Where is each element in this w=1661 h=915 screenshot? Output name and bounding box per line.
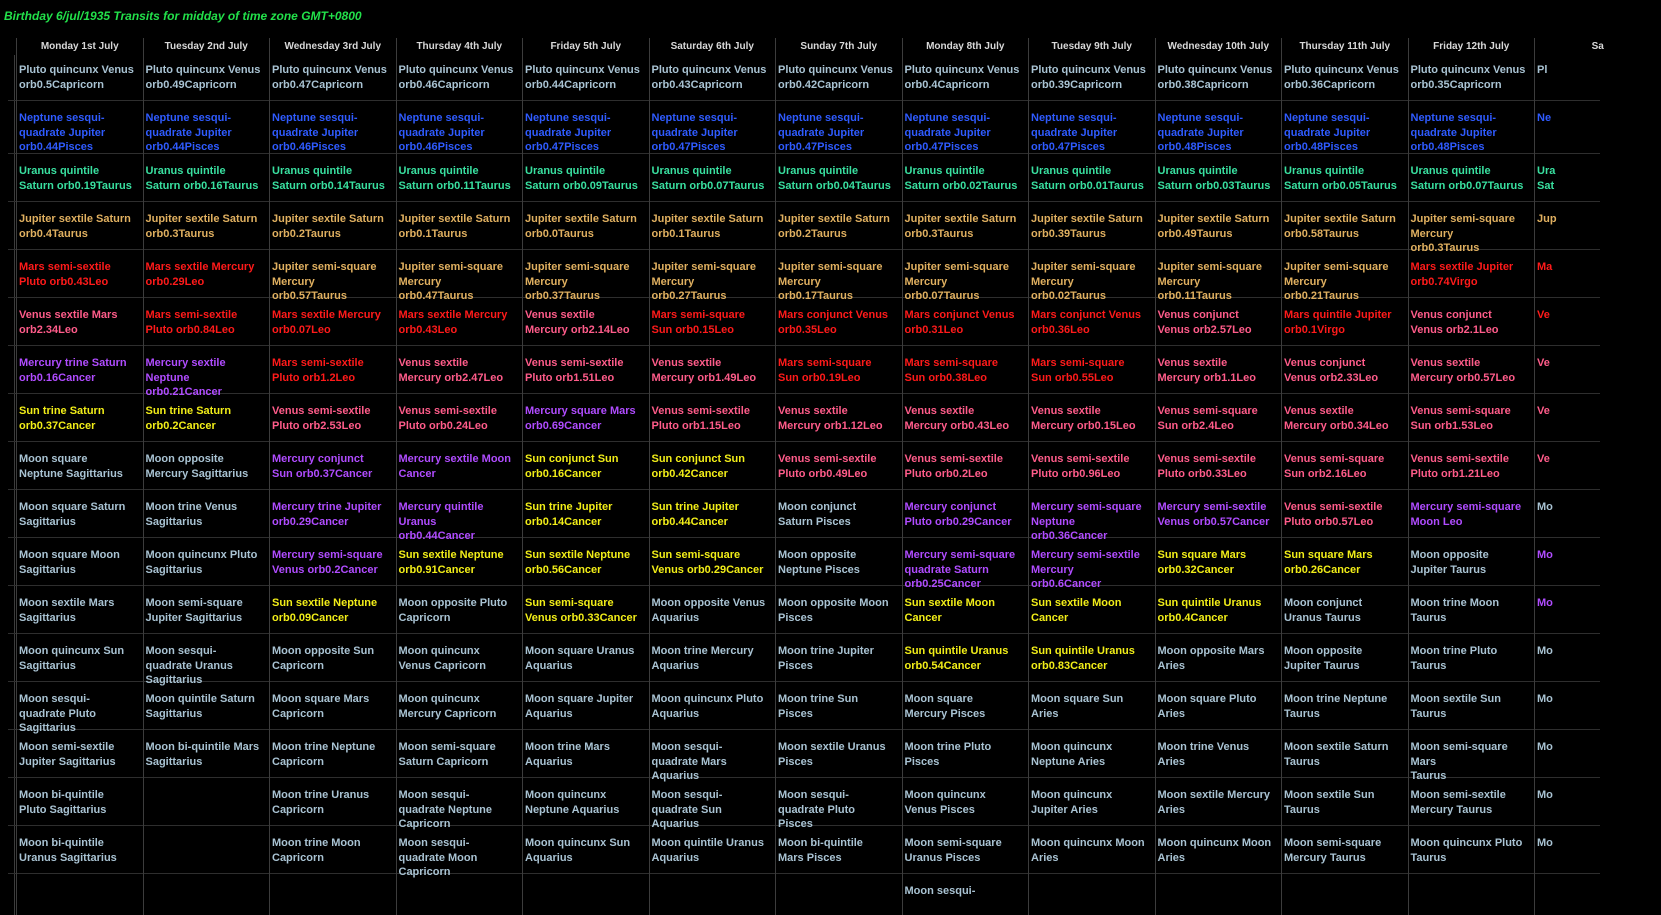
transit-cell: Moon sesqui- quadrate Pluto Sagittarius <box>19 693 97 734</box>
transit-cell: Moon trine Moon Capricorn <box>272 837 361 864</box>
transit-cell: Pluto quincunx Venus orb0.44Capricorn <box>525 64 640 91</box>
transit-cell: Venus semi-sextile Pluto orb0.33Leo <box>1157 453 1256 480</box>
transit-cell: Sun semi-square Venus orb0.29Cancer <box>651 549 764 576</box>
transit-cell: Moon sextile Mars Sagittarius <box>19 597 115 624</box>
transit-cell: Moon sesqui- quadrate Sun Aquarius <box>651 789 723 830</box>
transit-cell: Moon trine Neptune Taurus <box>1284 693 1388 720</box>
transit-cell: Jupiter sextile Saturn orb0.3Taurus <box>904 213 1017 240</box>
transit-cell: Pluto quincunx Venus orb0.39Capricorn <box>1031 64 1146 91</box>
day-header: Wednesday 3rd July <box>269 38 396 55</box>
transit-cell: Moon semi-square Uranus Pisces <box>904 837 1002 864</box>
transit-cell: Moon sextile Mercury Aries <box>1157 789 1270 816</box>
transit-cell: Moon sextile Saturn Taurus <box>1284 741 1389 768</box>
transit-cell: Moon square Neptune Sagittarius <box>19 453 123 480</box>
transit-cell: Sun quintile Uranus orb0.4Cancer <box>1157 597 1262 624</box>
transit-cell: Venus sextile Mercury orb0.57Leo <box>1410 357 1516 384</box>
transit-cell: Moon opposite Moon Pisces <box>778 597 889 624</box>
transit-cell: Venus conjunct Venus orb2.33Leo <box>1284 357 1379 384</box>
transit-cell: Mars semi-sextile Pluto orb0.43Leo <box>19 261 111 288</box>
day-column <box>16 55 143 915</box>
transit-cell: Moon trine Mercury Aquarius <box>651 645 754 672</box>
transit-cell: Moon quincunx Sun Aquarius <box>525 837 631 864</box>
day-header: Friday 5th July <box>522 38 649 55</box>
transit-cell: Ne <box>1537 112 1552 124</box>
transit-cell: Moon semi-square Jupiter Sagittarius <box>145 597 243 624</box>
transit-cell: Moon bi-quintile Mars Sagittarius <box>145 741 260 768</box>
transit-cell: Mo <box>1537 597 1553 609</box>
transit-cell: Mercury semi-square Neptune orb0.36Cancer <box>1031 501 1142 542</box>
transit-cell: Ura Sat <box>1537 165 1556 192</box>
transit-cell: Mars conjunct Venus orb0.35Leo <box>778 309 889 336</box>
transit-cell: Moon quincunx Sun Sagittarius <box>19 645 125 672</box>
transit-cell: Jupiter semi-square Mercury orb0.21Taurus <box>1284 261 1389 302</box>
transit-cell: Mars sextile Mercury orb0.29Leo <box>145 261 255 288</box>
transit-cell: Moon opposite Pluto Capricorn <box>398 597 508 624</box>
transit-cell: Jupiter semi-square Mercury orb0.27Taurus <box>651 261 757 302</box>
transit-cell: Sun trine Saturn orb0.2Cancer <box>145 405 232 432</box>
transit-cell: Mars sextile Mercury orb0.07Leo <box>272 309 381 336</box>
transit-cell: Moon square Mars Capricorn <box>272 693 370 720</box>
page-title: Birthday 6/jul/1935 Transits for midday of time zone GMT+0800 <box>4 9 362 23</box>
transit-cell: Mars semi-square Sun orb0.55Leo <box>1031 357 1125 384</box>
transit-cell: Mars quintile Jupiter orb0.1Virgo <box>1284 309 1392 336</box>
transit-cell: Jupiter sextile Saturn orb0.3Taurus <box>145 213 258 240</box>
transit-cell: Mercury trine Jupiter orb0.29Cancer <box>272 501 382 528</box>
transit-cell: Moon quincunx Venus Capricorn <box>398 645 486 672</box>
transit-cell: Venus sextile Mercury orb1.12Leo <box>778 405 883 432</box>
day-column <box>1534 55 1661 915</box>
transit-cell: Mercury quintile Uranus orb0.44Cancer <box>398 501 484 542</box>
transit-cell: Uranus quintile Saturn orb0.16Taurus <box>145 165 259 192</box>
transit-cell: Moon opposite Sun Capricorn <box>272 645 375 672</box>
transit-cell: Sun sextile Moon Cancer <box>1031 597 1122 624</box>
transit-cell: Sun square Mars orb0.32Cancer <box>1157 549 1247 576</box>
transit-cell: Moon trine Mars Aquarius <box>525 741 610 768</box>
transit-cell: Pluto quincunx Venus orb0.5Capricorn <box>19 64 134 91</box>
transit-cell: Venus semi-sextile Pluto orb0.2Leo <box>904 453 1003 480</box>
transit-cell: Mo <box>1537 693 1553 705</box>
transit-cell: Sun sextile Moon Cancer <box>904 597 995 624</box>
transit-cell: Uranus quintile Saturn orb0.11Taurus <box>398 165 511 192</box>
transit-cell: Neptune sesqui- quadrate Jupiter orb0.47Pisces <box>525 112 612 153</box>
transit-cell: Moon trine Moon Taurus <box>1410 597 1500 624</box>
transit-cell: Moon trine Jupiter Pisces <box>778 645 874 672</box>
transit-cell: Moon sesqui- quadrate Neptune Capricorn <box>398 789 493 830</box>
transit-cell: Neptune sesqui- quadrate Jupiter orb0.44Pisces <box>145 112 232 153</box>
transit-cell: Moon quintile Uranus Aquarius <box>651 837 764 864</box>
transit-cell: Moon sextile Sun Taurus <box>1410 693 1501 720</box>
transit-cell: Moon opposite Mercury Sagittarius <box>145 453 249 480</box>
transit-cell: Moon quincunx Pluto Taurus <box>1410 837 1523 864</box>
day-header: Monday 8th July <box>902 38 1029 55</box>
transit-cell: Uranus quintile Saturn orb0.03Taurus <box>1157 165 1271 192</box>
transit-cell: Mars sextile Jupiter orb0.74Virgo <box>1410 261 1514 288</box>
transit-cell: Jup <box>1537 213 1557 225</box>
transit-cell: Moon opposite Jupiter Taurus <box>1410 549 1489 576</box>
transit-cell: Venus sextile Mercury orb0.43Leo <box>904 405 1010 432</box>
transit-cell: Sun sextile Neptune orb0.09Cancer <box>272 597 378 624</box>
day-header: Thursday 4th July <box>396 38 523 55</box>
transit-cell: Pl <box>1537 64 1548 76</box>
day-header: Tuesday 9th July <box>1028 38 1155 55</box>
transit-cell: Pluto quincunx Venus orb0.43Capricorn <box>651 64 767 91</box>
transit-cell: Venus semi-square Sun orb2.4Leo <box>1157 405 1258 432</box>
transit-cell: Pluto quincunx Venus orb0.4Capricorn <box>904 64 1020 91</box>
transit-cell: Moon sextile Uranus Pisces <box>778 741 886 768</box>
day-column <box>649 55 776 915</box>
transit-cell: Moon opposite Neptune Pisces <box>778 549 860 576</box>
transit-cell: Venus sextile Mars orb2.34Leo <box>19 309 118 336</box>
transit-grid <box>8 38 1604 900</box>
day-header: Tuesday 2nd July <box>143 38 270 55</box>
transit-cell: Mercury semi-sextile Venus orb0.57Cancer <box>1157 501 1270 528</box>
transit-cell: Moon quincunx Pluto Aquarius <box>651 693 764 720</box>
transit-cell: Moon trine Venus Aries <box>1157 741 1250 768</box>
transit-cell: Moon trine Neptune Capricorn <box>272 741 376 768</box>
day-header: Sa <box>1534 38 1661 55</box>
transit-cell: Mercury semi-square Moon Leo <box>1410 501 1522 528</box>
day-column <box>1281 55 1408 915</box>
transit-cell: Mercury semi-square quadrate Saturn orb0.25Cancer <box>904 549 1016 590</box>
transit-cell: Venus sextile Mercury orb0.15Leo <box>1031 405 1136 432</box>
transit-cell: Moon quincunx Neptune Aries <box>1031 741 1113 768</box>
transit-cell: Venus sextile Mercury orb1.49Leo <box>651 357 757 384</box>
transit-cell: Uranus quintile Saturn orb0.07Taurus <box>1410 165 1524 192</box>
transit-cell: Mercury semi-sextile Mercury orb0.6Cancer <box>1031 549 1140 590</box>
transit-cell: Mars sextile Mercury orb0.43Leo <box>398 309 508 336</box>
transit-cell: Mo <box>1537 501 1553 513</box>
transit-cell: Sun trine Saturn orb0.37Cancer <box>19 405 105 432</box>
transit-cell: Neptune sesqui- quadrate Jupiter orb0.47Pisces <box>778 112 865 153</box>
transit-cell: Mars semi-square Sun orb0.38Leo <box>904 357 999 384</box>
transit-cell: Venus semi-sextile Pluto orb2.53Leo <box>272 405 371 432</box>
transit-cell: Moon quincunx Moon Aries <box>1031 837 1145 864</box>
day-header: Wednesday 10th July <box>1155 38 1282 55</box>
transit-cell: Jupiter sextile Saturn orb0.2Taurus <box>272 213 384 240</box>
day-header: Sunday 7th July <box>775 38 902 55</box>
transit-cell: Neptune sesqui- quadrate Jupiter orb0.46Pisces <box>398 112 485 153</box>
transit-cell: Pluto quincunx Venus orb0.38Capricorn <box>1157 64 1273 91</box>
transit-cell: Uranus quintile Saturn orb0.07Taurus <box>651 165 765 192</box>
transit-cell: Jupiter semi-square Mercury orb0.02Taurus <box>1031 261 1136 302</box>
transit-cell: Venus semi-sextile Pluto orb1.21Leo <box>1410 453 1509 480</box>
transit-cell: Jupiter semi-square Mercury orb0.07Taurus <box>904 261 1010 302</box>
transit-cell: Uranus quintile Saturn orb0.01Taurus <box>1031 165 1144 192</box>
transit-cell: Neptune sesqui- quadrate Jupiter orb0.48Pisces <box>1284 112 1371 153</box>
transit-cell: Sun conjunct Sun orb0.42Cancer <box>651 453 745 480</box>
transit-cell: Venus semi-square Sun orb1.53Leo <box>1410 405 1511 432</box>
transit-cell: Neptune sesqui- quadrate Jupiter orb0.48Pisces <box>1157 112 1244 153</box>
transit-cell: Venus sextile Mercury orb1.1Leo <box>1157 357 1256 384</box>
transit-cell: Moon quintile Saturn Sagittarius <box>145 693 255 720</box>
transit-cell: Moon quincunx Neptune Aquarius <box>525 789 620 816</box>
transit-cell: Sun conjunct Sun orb0.16Cancer <box>525 453 619 480</box>
transit-cell: Venus semi-square Sun orb2.16Leo <box>1284 453 1385 480</box>
transit-cell: Venus conjunct Venus orb2.1Leo <box>1410 309 1499 336</box>
transit-cell: Pluto quincunx Venus orb0.35Capricorn <box>1410 64 1526 91</box>
transit-cell: Ve <box>1537 357 1550 369</box>
transit-cell: Mercury sextile Neptune orb0.21Cancer <box>145 357 226 398</box>
transit-cell: Moon trine Pluto Taurus <box>1410 645 1498 672</box>
transit-cell: Moon quincunx Venus Pisces <box>904 789 986 816</box>
transit-cell: Venus semi-sextile Pluto orb1.51Leo <box>525 357 624 384</box>
transit-cell: Mo <box>1537 789 1553 801</box>
day-column <box>902 55 1029 915</box>
transit-cell: Moon square Moon Sagittarius <box>19 549 120 576</box>
transit-cell: Uranus quintile Saturn orb0.09Taurus <box>525 165 638 192</box>
day-column <box>396 55 523 915</box>
transit-cell: Pluto quincunx Venus orb0.47Capricorn <box>272 64 387 91</box>
transit-cell: Ve <box>1537 453 1550 465</box>
transit-cell: Uranus quintile Saturn orb0.14Taurus <box>272 165 385 192</box>
day-column <box>1028 55 1155 915</box>
transit-cell: Uranus quintile Saturn orb0.19Taurus <box>19 165 132 192</box>
transit-cell: Jupiter sextile Saturn orb0.0Taurus <box>525 213 637 240</box>
transit-cell: Mars conjunct Venus orb0.31Leo <box>904 309 1015 336</box>
transit-cell: Moon conjunct Saturn Pisces <box>778 501 857 528</box>
transit-cell: Sun square Mars orb0.26Cancer <box>1284 549 1373 576</box>
transit-cell: Neptune sesqui- quadrate Jupiter orb0.47Pisces <box>651 112 738 153</box>
transit-cell: Neptune sesqui- quadrate Jupiter orb0.48Pisces <box>1410 112 1497 153</box>
transit-cell: Moon quincunx Jupiter Aries <box>1031 789 1113 816</box>
transit-cell: Moon conjunct Uranus Taurus <box>1284 597 1363 624</box>
day-column <box>1155 55 1282 915</box>
day-column <box>522 55 649 915</box>
transit-cell: Mercury conjunct Pluto orb0.29Cancer <box>904 501 1012 528</box>
transit-cell: Moon semi-square Mars Taurus <box>1410 741 1508 782</box>
transit-cell: Moon quincunx Moon Aries <box>1157 837 1272 864</box>
day-header: Saturday 6th July <box>649 38 776 55</box>
transit-cell: Moon semi-square Saturn Capricorn <box>398 741 496 768</box>
day-header: Monday 1st July <box>16 38 143 55</box>
transit-cell: Neptune sesqui- quadrate Jupiter orb0.47Pisces <box>904 112 991 153</box>
transit-cell: Moon square Saturn Sagittarius <box>19 501 126 528</box>
transit-cell: Moon trine Sun Pisces <box>778 693 859 720</box>
transit-cell: Jupiter sextile Saturn orb0.49Taurus <box>1157 213 1270 240</box>
day-column <box>143 55 270 915</box>
transit-cell: Moon bi-quintile Pluto Sagittarius <box>19 789 107 816</box>
transit-cell: Moon opposite Jupiter Taurus <box>1284 645 1363 672</box>
transit-cell: Neptune sesqui- quadrate Jupiter orb0.46Pisces <box>272 112 359 153</box>
transit-cell: Moon sesqui- quadrate Uranus Sagittarius <box>145 645 233 686</box>
transit-cell: Mars semi-square Sun orb0.15Leo <box>651 309 746 336</box>
transit-cell: Moon square Uranus Aquarius <box>525 645 635 672</box>
transit-cell: Moon quincunx Mercury Capricorn <box>398 693 497 720</box>
transit-cell: Moon sesqui- quadrate Moon Capricorn <box>398 837 478 878</box>
day-header: Friday 12th July <box>1408 38 1535 55</box>
transit-cell: Venus semi-sextile Pluto orb0.96Leo <box>1031 453 1130 480</box>
transit-cell: Sun quintile Uranus orb0.54Cancer <box>904 645 1009 672</box>
transit-cell: Pluto quincunx Venus orb0.46Capricorn <box>398 64 514 91</box>
transit-cell: Moon opposite Venus Aquarius <box>651 597 766 624</box>
day-column <box>775 55 902 915</box>
transit-cell: Venus sextile Mercury orb0.34Leo <box>1284 405 1389 432</box>
transit-cell: Ve <box>1537 405 1550 417</box>
transit-cell: Moon square Mercury Pisces <box>904 693 986 720</box>
day-column <box>269 55 396 915</box>
transit-cell: Pluto quincunx Venus orb0.36Capricorn <box>1284 64 1399 91</box>
transit-cell: Mars semi-square Sun orb0.19Leo <box>778 357 872 384</box>
transit-cell: Venus semi-sextile Pluto orb1.15Leo <box>651 405 750 432</box>
transit-cell: Jupiter semi-square Mercury orb0.37Taurus <box>525 261 630 302</box>
transit-cell: Venus semi-sextile Pluto orb0.24Leo <box>398 405 497 432</box>
transit-cell: Jupiter semi-square Mercury orb0.47Taurus <box>398 261 504 302</box>
transit-cell: Moon bi-quintile Mars Pisces <box>778 837 863 864</box>
day-header: Thursday 11th July <box>1281 38 1408 55</box>
transit-cell: Jupiter sextile Saturn orb0.1Taurus <box>651 213 764 240</box>
transit-cell: Moon sesqui- quadrate Pluto Pisces <box>778 789 856 830</box>
transit-cell: Moon opposite Mars Aries <box>1157 645 1265 672</box>
transit-cell: Venus sextile Mercury orb2.47Leo <box>398 357 504 384</box>
transit-cell: Mercury sextile Moon Cancer <box>398 453 511 480</box>
transit-cell: Mercury trine Saturn orb0.16Cancer <box>19 357 127 384</box>
transit-cell: Moon semi-square Mercury Taurus <box>1284 837 1382 864</box>
transit-cell: Sun sextile Neptune orb0.56Cancer <box>525 549 631 576</box>
transit-cell: Mars semi-sextile Pluto orb0.84Leo <box>145 309 238 336</box>
transit-cell: Jupiter sextile Saturn orb0.1Taurus <box>398 213 511 240</box>
transit-cell: Pluto quincunx Venus orb0.49Capricorn <box>145 64 261 91</box>
transit-cell: Moon semi-sextile Jupiter Sagittarius <box>19 741 116 768</box>
transit-cell: Sun trine Jupiter orb0.44Cancer <box>651 501 739 528</box>
transit-cell: Moon trine Pluto Pisces <box>904 741 992 768</box>
transit-cell: Moon trine Uranus Capricorn <box>272 789 370 816</box>
transit-cell: Ve <box>1537 309 1550 321</box>
transit-cell: Mo <box>1537 549 1553 561</box>
transit-cell: Venus conjunct Venus orb2.57Leo <box>1157 309 1252 336</box>
transit-cell: Mo <box>1537 837 1553 849</box>
transit-cell: Jupiter semi-square Mercury orb0.11Taurus <box>1157 261 1263 302</box>
transit-cell: Mercury square Mars orb0.69Cancer <box>525 405 636 432</box>
transit-cell: Neptune sesqui- quadrate Jupiter orb0.47Pisces <box>1031 112 1118 153</box>
transit-cell: Sun semi-square Venus orb0.33Cancer <box>525 597 637 624</box>
transit-cell: Mercury semi-square Venus orb0.2Cancer <box>272 549 383 576</box>
transit-cell: Moon semi-sextile Mercury Taurus <box>1410 789 1506 816</box>
transit-cell: Pluto quincunx Venus orb0.42Capricorn <box>778 64 893 91</box>
transit-cell: Ma <box>1537 261 1553 273</box>
transit-cell: Neptune sesqui- quadrate Jupiter orb0.44Pisces <box>19 112 106 153</box>
transit-cell: Mars semi-sextile Pluto orb1.2Leo <box>272 357 364 384</box>
transit-cell: Venus semi-sextile Pluto orb0.57Leo <box>1284 501 1383 528</box>
transit-cell: Moon sesqui- <box>904 885 976 897</box>
grid-left-margin <box>8 55 15 915</box>
transit-cell: Moon square Sun Aries <box>1031 693 1124 720</box>
transit-cell: Moon sesqui- quadrate Mars Aquarius <box>651 741 727 782</box>
transit-cell: Jupiter semi-square Mercury orb0.17Taurus <box>778 261 883 302</box>
transit-cell: Sun sextile Neptune orb0.91Cancer <box>398 549 504 576</box>
transit-cell: Uranus quintile Saturn orb0.02Taurus <box>904 165 1018 192</box>
transit-cell: Jupiter semi-square Mercury orb0.57Taurus <box>272 261 377 302</box>
transit-cell: Sun quintile Uranus orb0.83Cancer <box>1031 645 1135 672</box>
transit-cell: Mars conjunct Venus orb0.36Leo <box>1031 309 1142 336</box>
transit-cell: Sun trine Jupiter orb0.14Cancer <box>525 501 613 528</box>
transit-cell: Jupiter sextile Saturn orb0.58Taurus <box>1284 213 1396 240</box>
day-column <box>1408 55 1535 915</box>
transit-cell: Jupiter sextile Saturn orb0.4Taurus <box>19 213 131 240</box>
transit-cell: Mercury conjunct Sun orb0.37Cancer <box>272 453 373 480</box>
transit-cell: Venus semi-sextile Pluto orb0.49Leo <box>778 453 877 480</box>
transit-cell: Moon square Jupiter Aquarius <box>525 693 634 720</box>
transit-cell: Jupiter sextile Saturn orb0.39Taurus <box>1031 213 1143 240</box>
transit-cell: Venus sextile Mercury orb2.14Leo <box>525 309 630 336</box>
transit-cell: Moon quincunx Pluto Sagittarius <box>145 549 258 576</box>
transit-cell: Jupiter semi-square Mercury orb0.3Taurus <box>1410 213 1516 254</box>
transit-cell: Mo <box>1537 741 1553 753</box>
transit-cell: Uranus quintile Saturn orb0.04Taurus <box>778 165 891 192</box>
transit-cell: Jupiter sextile Saturn orb0.2Taurus <box>778 213 890 240</box>
transit-cell: Moon trine Venus Sagittarius <box>145 501 238 528</box>
transit-cell: Mo <box>1537 645 1553 657</box>
transit-cell: Moon bi-quintile Uranus Sagittarius <box>19 837 117 864</box>
transit-cell: Moon square Pluto Aries <box>1157 693 1257 720</box>
transit-cell: Moon sextile Sun Taurus <box>1284 789 1375 816</box>
transit-cell: Uranus quintile Saturn orb0.05Taurus <box>1284 165 1397 192</box>
